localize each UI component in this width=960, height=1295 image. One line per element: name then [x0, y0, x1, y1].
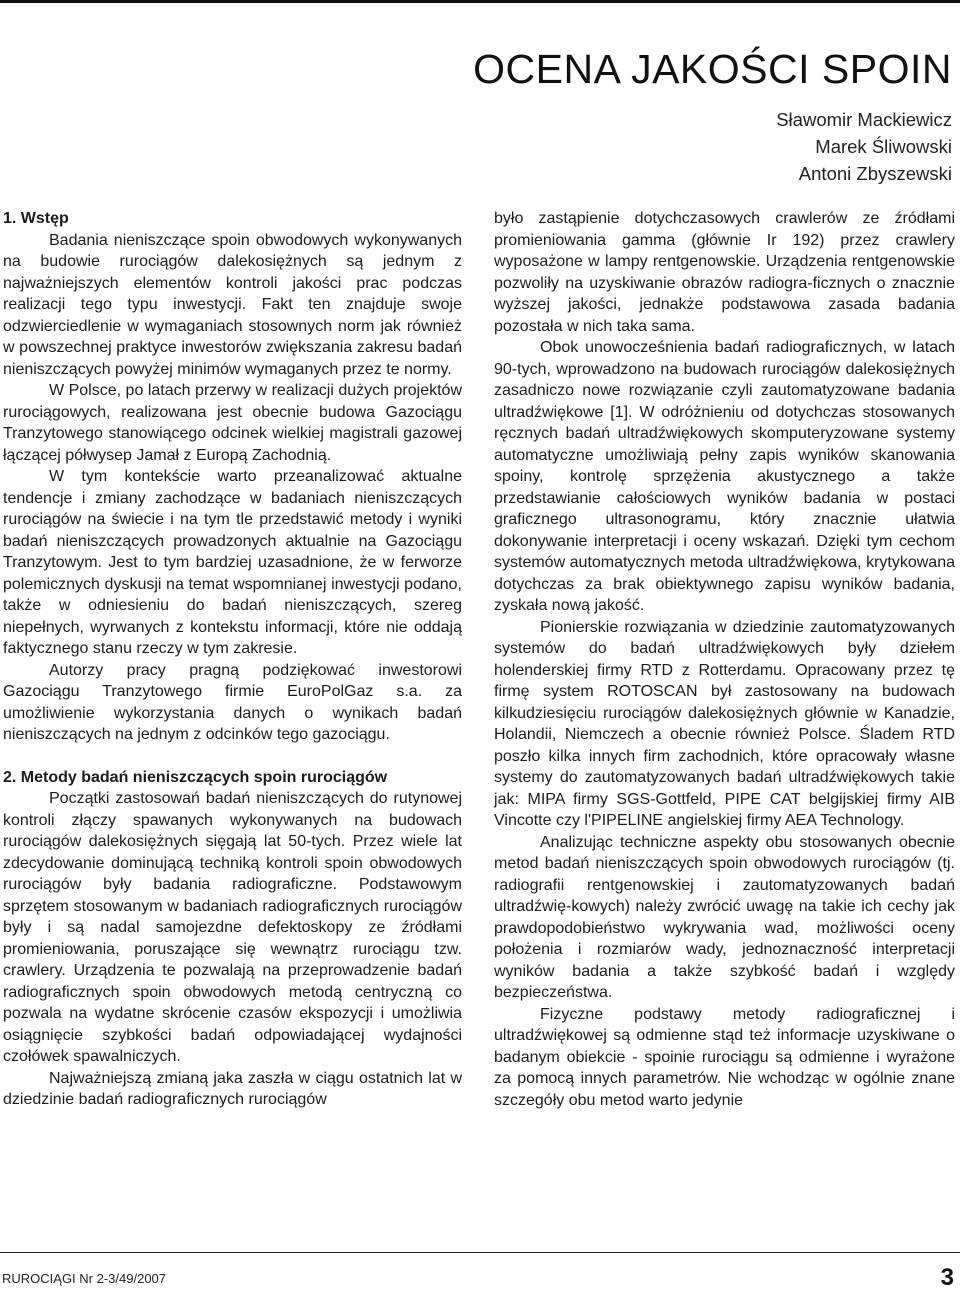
paragraph: Najważniejszą zmianą jaka zaszła w ciągu ostatnich lat w dziedzinie badań radiograficznych rurociągów [3, 1069, 462, 1108]
paragraph: było zastąpienie dotychczasowych crawlerów ze źródłami promieniowania gamma (głównie Ir 192) przez crawlery wyposażone w lampy rentgenowskie. Urządzenia rentgenowskie pozwoliły na uzyskiwanie obrazów radiogra-ficznych o znacznie wyższej jakości, jednakże podstawowa zasada badania pozostała w nich taka sama. [494, 210, 955, 335]
paragraph: Pionierskie rozwiązania w dziedzinie zautomatyzowanych systemów do badań ultradźwiękowych były dziełem holenderskiej firmy RTD z Rotterdamu. Opracowany przez tę firmę system ROTOSCAN był zastosowany na budowach kilkudziesięciu rurociągów dalekosiężnych głównie w Kanadzie, Holandii, Niemczech a obecnie również Polsce. Śladem RTD poszło kilka innych firm zachodnich, które opracowały własne systemy do zautomatyzowanych badań ultradźwiękowych takie jak: MIPA firmy SGS-Gottfeld, PIPE CAT belgijskiej firmy AIB Vincotte czy l'PIPELINE angielskiej firmy AEA Technology. [494, 618, 955, 829]
paragraph: W Polsce, po latach przerwy w realizacji dużych projektów rurociągowych, realizowana jest obecnie budowa Gazociągu Tranzytowego stanowiącego odcinek wielkiej magistrali gazowej łączącej półwysep Jamał z Europą Zachodnią. [3, 382, 462, 464]
paragraph: Autorzy pracy pragną podziękować inwestorowi Gazociągu Tranzytowego firmie EuroPolGaz s.a. za umożliwienie wykorzystania danych o wynikach badań nieniszczących na jednym z odcinków tego gazociągu. [3, 661, 462, 743]
author-name: Sławomir Mackiewicz [776, 109, 952, 130]
paragraph: Badania nieniszczące spoin obwodowych wykonywanych na budowie rurociągów dalekosiężnych są jednym z najważniejszych elementów kontroli jakości prac podczas realizacji tego typu inwestycji. Fakt ten znajduje swoje odzwierciedlenie w wymaganiach stosownych norm jak również w powszechnej praktyce inwestorów zwiększania zakresu badań nieniszczących powyżej minimów wymaganych przez te normy. [3, 231, 462, 378]
paragraph: W tym kontekście warto przeanalizować aktualne tendencje i zmiany zachodzące w badaniach nieniszczących rurociągów na świecie i na tym tle przedstawić metody i wyniki badań nieniszczących prowadzonych aktualnie na Gazociągu Tranzytowym. Jest to tym bardziej uzasadnione, że w ferworze polemicznych dyskusji na temat wspomnianej inwestycji podano, także w odniesieniu do badań nieniszczących, szereg niepełnych, wyrwanych z kontekstu informacji, które nie oddają faktycznego stanu rzeczy w tym zakresie. [3, 468, 462, 657]
section-1-heading: 1. Wstęp [3, 210, 69, 227]
top-rule [0, 0, 960, 3]
author-name: Marek Śliwowski [815, 136, 952, 157]
right-column [494, 208, 955, 1111]
page-number: 3 [940, 1264, 954, 1291]
author-list [776, 106, 952, 187]
footer-rule [0, 1252, 960, 1253]
section-2-heading: 2. Metody badań nieniszczących spoin rurociągów [3, 768, 388, 786]
paragraph: Analizując techniczne aspekty obu stosowanych obecnie metod badań nieniszczących spoin obwodowych rurociągów (tj. radiografii rentgenowskiej i zautomatyzowanych badań ultradźwię-kowych) należy zwrócić uwagę na takie ich cechy jak prawdopodobieństwo wykrywania wad, możliwości oceny położenia i rozmiarów wady, jednoznaczność interpretacji wyników badania a także szybkość badań i względy bezpieczeństwa. [494, 833, 955, 1001]
paragraph: Obok unowocześnienia badań radiograficznych, w latach 90-tych, wprowadzono na budowach rurociągów dalekosiężnych zasadniczo nowe rozwiązanie czyli zautomatyzowane badania ultradźwiękowe [1]. W odróżnieniu od dotychczas stosowanych ręcznych badań ultradźwiękowych skomputeryzowane systemy automatyczne umożliwiają pełny zapis wyników skanowania spoiny, kontrolę sprzężenia akustycznego a także przedstawianie całościowych wyników badania w postaci graficznego ultrasonogramu, który znacznie ułatwia dokonywanie interpretacji i oceny wskazań. Dzięki tym cechom systemów automatycznych metoda ultradźwiękowa, krytykowana dotychczas za brak obiektywnego zapisu wyników badania, zyskała nową jakość. [494, 339, 955, 614]
journal-info: RUROCIĄGI Nr 2-3/49/2007 [2, 1271, 167, 1286]
author-name: Antoni Zbyszewski [798, 163, 952, 184]
article-title: OCENA JAKOŚCI SPOIN [473, 46, 952, 92]
paragraph: Fizyczne podstawy metody radiograficznej i ultradźwiękowej są odmienne stąd też informacje uzyskiwane o badanym obiekcie - spoinie rurociągu są odmienne i wyrażone za pomocą innych parametrów. Nie wchodząc w ogólnie znane szczegóły obu metod warto jedynie [494, 1005, 955, 1109]
paragraph: Początki zastosowań badań nieniszczących do rutynowej kontroli złączy spawanych wykonywanych na budowach rurociągów dalekosiężnych sięgają lat 50-tych. Przez wiele lat zdecydowanie dominującą techniką kontroli spoin obwodowych rurociągów były badania radiograficzne. Podstawowym sprzętem stosowanym w badaniach radiograficznych rurociągów były i są nadal samojezdne defektoskopy ze źródłami promieniowania, poruszające się wewnątrz rurociągu tzw. crawlery. Urządzenia te pozwalają na przeprowadzenie badań radiograficznych spoin obwodowych metodą centryczną co pozwala na wydatne skrócenie czasów ekspozycji i umożliwia osiągnięcie szybkości badań odpowiadającej wydajności czołówek spawalniczych. [3, 790, 462, 1065]
left-column [3, 208, 462, 1111]
